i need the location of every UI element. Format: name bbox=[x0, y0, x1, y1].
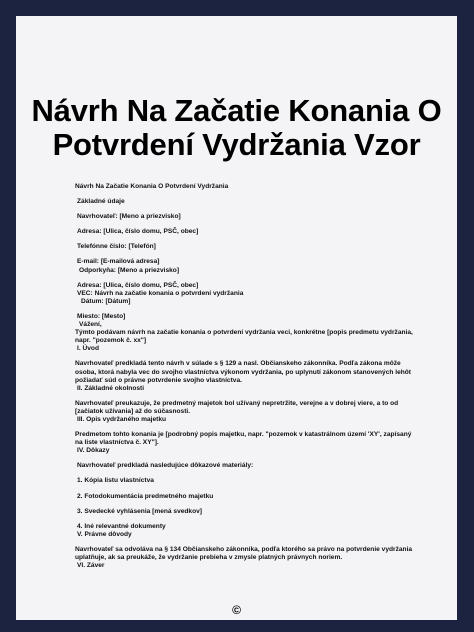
title-line-2: Potvrdení Vydržania Vzor bbox=[52, 127, 421, 162]
subject-line: VEC: Návrh na začatie konania o potvrdení vydržania bbox=[77, 289, 244, 297]
evidence-item-1: 1. Kópia listu vlastníctva bbox=[77, 477, 154, 485]
section-2-heading: II. Základné okolnosti bbox=[77, 384, 145, 392]
applicant-address: Adresa: [Ulica, číslo domu, PSČ, obec] bbox=[77, 228, 199, 236]
section-2-text: Navrhovateľ preukazuje, že predmetný majetok bol užívaný nepretržite, verejne a v dobrej viere, a to od [začiatok užívania] až do súčasnosti. bbox=[75, 399, 401, 415]
evidence-item-4: 4. Iné relevantné dokumenty bbox=[77, 522, 166, 530]
evidence-item-3: 3. Svedecké vyhlásenia [mená svedkov] bbox=[77, 507, 202, 515]
intro-paragraph: Týmto podávam návrh na začatie konania o potvrdení vydržania veci, konkrétne [popis predmetu vydržania, napr. "pozemok č. xx"] bbox=[75, 329, 415, 345]
section-4-heading: IV. Dôkazy bbox=[77, 447, 110, 455]
evidence-intro: Navrhovateľ predkladá nasledujúce dôkazové materiály: bbox=[77, 462, 254, 470]
section-3-heading: III. Opis vydržaného majetku bbox=[77, 415, 167, 423]
document-page bbox=[16, 16, 457, 620]
section-6-heading: VI. Záver bbox=[77, 562, 105, 570]
place-line: Miesto: [Mesto] bbox=[77, 312, 126, 320]
email-line: E-mail: [E-mailová adresa] bbox=[77, 258, 160, 266]
copyright-icon: © bbox=[232, 603, 241, 617]
section-1-heading: I. Úvod bbox=[77, 345, 99, 353]
respondent-address: Adresa: [Ulica, číslo domu, PSČ, obec] bbox=[77, 281, 199, 289]
respondent-line: Odporkyňa: [Meno a priezvisko] bbox=[79, 266, 180, 274]
section-basic-info: Základné údaje bbox=[77, 198, 125, 206]
title-line-1: Návrh Na Začatie Konania O bbox=[31, 93, 442, 128]
section-5-text: Navrhovateľ sa odvoláva na § 134 Občianskeho zákonníka, podľa ktorého sa právo na potvrdenie vydržania uplatňuje, ak sa preukáže, že vydržanie prebieha v zmysle platných právnych noriem. bbox=[75, 545, 414, 561]
phone-line: Telefónne číslo: [Telefón] bbox=[77, 243, 156, 251]
section-5-heading: V. Právne dôvody bbox=[77, 530, 132, 538]
section-1-text: Navrhovateľ predkladá tento návrh v súlade s § 129 a nasl. Občianskeho zákonníka. Podľa zákona môže osoba, ktorá nabyla vec do svojho vlastníctva výkonom vydržania, po uplynutí zákonom stanovených lehôt požiadať súd o právne potvrdenie svojho vlastníctva. bbox=[75, 360, 413, 384]
document-body bbox=[75, 183, 415, 570]
applicant-line: Navrhovateľ: [Meno a priezvisko] bbox=[77, 213, 181, 221]
doc-heading: Návrh Na Začatie Konania O Potvrdení Vydržania bbox=[75, 183, 229, 190]
salutation: Vážení, bbox=[79, 321, 102, 329]
date-line: Dátum: [Dátum] bbox=[81, 297, 131, 305]
evidence-item-2: 2. Fotodokumentácia predmetného majetku bbox=[77, 492, 214, 500]
section-3-text: Predmetom tohto konania je [podrobný popis majetku, napr. "pozemok v katastrálnom území 'XY', zapísaný na liste vlastníctva č. XY"]. bbox=[75, 431, 414, 447]
document-title bbox=[16, 94, 457, 162]
